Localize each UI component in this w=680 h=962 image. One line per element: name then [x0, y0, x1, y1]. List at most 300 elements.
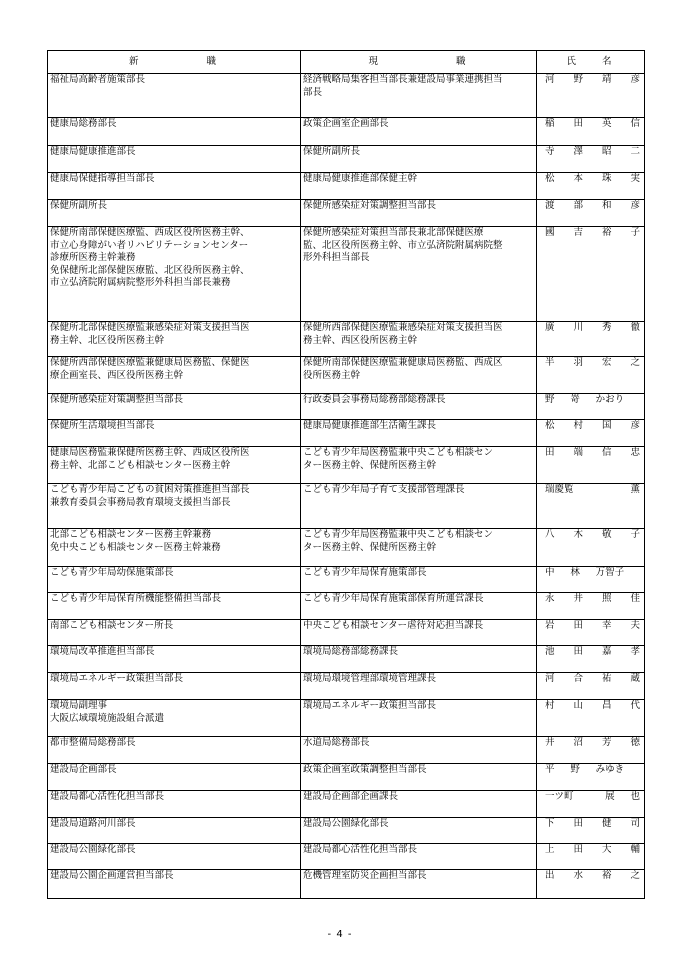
person-name-part: 也 — [630, 791, 640, 802]
header-name — [537, 51, 645, 74]
person-name-cell — [537, 447, 645, 484]
current-position-cell-line: こども青少年局保育施策部保育所運営課長 — [303, 593, 484, 604]
current-position-cell — [301, 357, 537, 394]
person-name-part: 中 — [545, 567, 555, 578]
person-name-cell — [537, 146, 645, 173]
person-name — [545, 818, 640, 831]
person-name-part: 之 — [630, 357, 640, 368]
person-name-cell — [537, 118, 645, 146]
header-current-position — [301, 51, 537, 74]
new-position-cell-line: 建設局公園企画運営担当部長 — [50, 870, 174, 881]
current-position-cell — [301, 322, 537, 357]
new-position-cell-line: こども青少年局保育所機能整備担当部長 — [50, 593, 222, 604]
new-position-cell-line: 保健所北部保健医療監兼感染症対策支援担当医 — [50, 322, 250, 333]
new-position-cell — [48, 593, 301, 620]
person-name — [545, 529, 640, 542]
new-position-cell — [48, 118, 301, 146]
current-position-cell — [301, 118, 537, 146]
person-name — [545, 567, 640, 580]
person-name-part: 嵜 — [570, 394, 580, 405]
new-position-cell-line: 健康局保健指導担当部長 — [50, 173, 155, 184]
person-name-part: 国 — [601, 420, 612, 431]
person-name-part: 澤 — [573, 146, 583, 157]
page-number: - 4 - — [327, 929, 353, 940]
new-position-cell — [48, 700, 301, 737]
table-row — [48, 357, 645, 394]
header-name-char-1: 氏 — [566, 55, 580, 67]
person-name — [545, 844, 640, 857]
new-position-cell — [48, 673, 301, 700]
new-position-cell — [48, 420, 301, 447]
current-position-cell — [301, 593, 537, 620]
person-name-cell — [537, 322, 645, 357]
current-position-cell-line: 政策企画室企画部長 — [303, 118, 389, 129]
person-name-part: 薫 — [630, 484, 640, 495]
header-new-char-1: 新 — [129, 55, 142, 67]
person-name-part: 和 — [601, 200, 612, 211]
person-name-part: 岩 — [545, 620, 555, 631]
current-position-cell-line: 建設局公園緑化部長 — [303, 818, 389, 829]
current-position-cell-line: 環境局エネルギー政策担当部長 — [303, 700, 437, 711]
new-position-cell-line: 健康局総務部長 — [50, 118, 117, 129]
person-name-cell — [537, 74, 645, 118]
person-name — [545, 322, 640, 335]
new-position-cell-line: 療企画室長、西区役所医務主幹 — [50, 369, 184, 381]
new-position-cell — [48, 737, 301, 764]
person-name-part: 子 — [630, 529, 640, 540]
person-name-part: 八 — [545, 529, 555, 540]
current-position-cell-line: 保健所南部保健医療監兼健康局医務監、西成区 — [303, 357, 503, 368]
table-row — [48, 764, 645, 791]
new-position-cell-line: 健康局医務監兼保健所医務主幹、西成区役所医 — [50, 447, 250, 458]
current-position-cell — [301, 844, 537, 870]
person-name-part: 下 — [545, 818, 555, 829]
new-position-cell-line: 環境局改革推進担当部長 — [50, 646, 155, 657]
current-position-cell-line: ター医務主幹、保健所医務主幹 — [303, 541, 437, 553]
new-position-cell-line: 健康局健康推進部長 — [50, 146, 136, 157]
new-position-cell-line: 建設局公園緑化部長 — [50, 844, 136, 855]
person-name-part: 羽 — [573, 357, 583, 368]
person-name-part: 裕 — [601, 870, 612, 881]
table-row — [48, 567, 645, 593]
new-position-cell — [48, 484, 301, 529]
table-row — [48, 322, 645, 357]
new-position-cell — [48, 447, 301, 484]
current-position-cell-line: 政策企画室政策調整担当部長 — [303, 764, 427, 775]
person-name-cell — [537, 620, 645, 646]
person-name — [545, 227, 640, 240]
person-name-part: 稲 — [545, 118, 555, 129]
person-name-cell — [537, 818, 645, 844]
current-position-cell-line: 健康局健康推進部生活衛生課長 — [303, 420, 437, 431]
current-position-cell-line: ター医務主幹、保健所医務主幹 — [303, 459, 437, 471]
new-position-cell-line: 保健所生活環境担当部長 — [50, 420, 155, 431]
new-position-cell-line: 大阪広域環境施設組合派遣 — [50, 712, 165, 724]
person-name — [545, 357, 640, 370]
table-row — [48, 593, 645, 620]
table-row — [48, 200, 645, 227]
person-name-part: 村 — [545, 700, 555, 711]
person-name-cell — [537, 200, 645, 227]
current-position-cell-line: 保健所西部保健医療監兼感染症対策支援担当医 — [303, 322, 503, 333]
person-name-part: 田 — [573, 646, 583, 657]
person-name-part: 林 — [570, 567, 580, 578]
person-name-part: 之 — [630, 870, 640, 881]
person-name-part: 部 — [573, 200, 583, 211]
current-position-cell-line: 行政委員会事務局総務部総務課長 — [303, 394, 446, 405]
current-position-cell-line: 形外科担当部長 — [303, 252, 370, 263]
person-name-part: 靖 — [601, 74, 612, 85]
person-name-part: 徹 — [630, 322, 640, 333]
person-name-part: 大 — [601, 844, 612, 855]
current-position-cell — [301, 74, 537, 118]
new-position-cell-line: 診療所医務主幹兼務 — [50, 252, 136, 263]
person-name-part: 合 — [573, 673, 583, 684]
new-position-cell — [48, 818, 301, 844]
person-name — [545, 764, 640, 777]
table-row — [48, 620, 645, 646]
person-name — [545, 791, 640, 804]
table-row — [48, 737, 645, 764]
person-name-cell — [537, 227, 645, 322]
header-current-char-1: 現 — [368, 55, 382, 67]
person-name-part: 彦 — [630, 420, 640, 431]
current-position-cell — [301, 146, 537, 173]
table-row — [48, 791, 645, 818]
new-position-cell — [48, 357, 301, 394]
person-name-part: 野 — [545, 394, 555, 405]
person-name — [545, 646, 640, 659]
person-name-part: 吉 — [573, 227, 583, 238]
new-position-cell-line: 市立心身障がい者リハビリテーションセンター — [50, 239, 249, 251]
table-row — [48, 227, 645, 322]
person-name-part: 裕 — [601, 227, 612, 238]
person-name-part: 展 — [605, 791, 615, 802]
person-name-part: 山 — [573, 700, 583, 711]
person-name-part: 佳 — [630, 593, 640, 604]
person-name — [545, 447, 640, 460]
person-name-part: 孝 — [630, 646, 640, 657]
person-name — [545, 700, 640, 713]
current-position-cell-line: 務主幹、西区役所医務主幹 — [303, 334, 418, 346]
person-name-part: 池 — [545, 646, 555, 657]
new-position-cell — [48, 844, 301, 870]
person-name-part: 野 — [573, 74, 583, 85]
current-position-cell — [301, 764, 537, 791]
current-position-cell-line: 経済戦略局集客担当部長兼建設局事業連携担当 — [303, 74, 503, 85]
table-row — [48, 529, 645, 567]
new-position-cell — [48, 173, 301, 200]
new-position-cell-line: 保健所西部保健医療監兼健康局医務監、保健医 — [50, 357, 250, 368]
current-position-cell — [301, 420, 537, 447]
person-name-part: 瑞慶覧 — [545, 484, 574, 495]
person-name — [545, 484, 640, 497]
new-position-cell — [48, 146, 301, 173]
current-position-cell-line: こども青少年局医務監兼中央こども相談セン — [303, 447, 494, 458]
person-name-part: 代 — [630, 700, 640, 711]
person-name-part: 野 — [570, 764, 580, 775]
table-row — [48, 646, 645, 673]
person-name-part: 河 — [545, 673, 555, 684]
person-name-cell — [537, 764, 645, 791]
person-name-part: 照 — [601, 593, 612, 604]
person-name-part: 川 — [573, 322, 583, 333]
person-name-part: 徳 — [630, 737, 640, 748]
person-name-part: 國 — [545, 227, 555, 238]
current-position-cell-line: 建設局企画部企画課長 — [303, 791, 399, 802]
person-name-cell — [537, 420, 645, 447]
person-name-part: 夫 — [630, 620, 640, 631]
person-name-part: 渡 — [545, 200, 555, 211]
person-name-part: 本 — [573, 173, 583, 184]
personnel-table — [47, 50, 645, 899]
person-name — [545, 118, 640, 131]
person-name-part: 芳 — [601, 737, 612, 748]
person-name-cell — [537, 737, 645, 764]
new-position-cell — [48, 567, 301, 593]
new-position-cell-line: 保健所南部保健医療監、西成区役所医務主幹、 — [50, 227, 250, 238]
table-row — [48, 447, 645, 484]
table-row — [48, 118, 645, 146]
new-position-cell-line: 保健所感染症対策調整担当部長 — [50, 394, 184, 405]
table-row — [48, 74, 645, 118]
person-name-part: 寺 — [545, 146, 555, 157]
person-name-part: 二 — [630, 146, 640, 157]
current-position-cell — [301, 484, 537, 529]
person-name-part: 水 — [573, 870, 583, 881]
person-name-part: 田 — [573, 844, 583, 855]
person-name-part: 松 — [545, 173, 555, 184]
new-position-cell — [48, 870, 301, 899]
new-position-cell — [48, 227, 301, 322]
new-position-cell-line: 建設局都心活性化担当部長 — [50, 791, 165, 802]
person-name-cell — [537, 646, 645, 673]
new-position-cell — [48, 646, 301, 673]
new-position-cell-line: 福祉局高齢者施策部長 — [50, 74, 146, 85]
current-position-cell — [301, 227, 537, 322]
table-row — [48, 870, 645, 899]
person-name — [545, 870, 640, 883]
person-name-part: 敬 — [601, 529, 612, 540]
current-position-cell-line: こども青少年局保育施策部長 — [303, 567, 427, 578]
person-name-part: 上 — [545, 844, 555, 855]
person-name-part: 田 — [573, 620, 583, 631]
current-position-cell-line: 環境局総務部総務課長 — [303, 646, 399, 657]
current-position-cell — [301, 818, 537, 844]
new-position-cell-line: 免中央こども相談センター医務主幹兼務 — [50, 541, 221, 553]
current-position-cell-line: 保健所感染症対策調整担当部長 — [303, 200, 437, 211]
new-position-cell — [48, 200, 301, 227]
current-position-cell-line: こども青少年局医務監兼中央こども相談セン — [303, 529, 494, 540]
new-position-cell-line: 務主幹、北区役所医務主幹 — [50, 334, 165, 346]
person-name-part: かおり — [595, 394, 625, 405]
person-name-cell — [537, 791, 645, 818]
person-name-part: 嘉 — [601, 646, 612, 657]
new-position-cell — [48, 529, 301, 567]
new-position-cell-line: こども青少年局幼保施策部長 — [50, 567, 174, 578]
current-position-cell — [301, 200, 537, 227]
person-name-part: 平 — [545, 764, 555, 775]
new-position-cell — [48, 322, 301, 357]
current-position-cell-line: 保健所副所長 — [303, 146, 361, 157]
header-new-char-2: 職 — [206, 55, 219, 67]
current-position-cell-line: こども青少年局子育て支援部管理課長 — [303, 484, 465, 495]
person-name-part: 昭 — [601, 146, 612, 157]
current-position-cell — [301, 791, 537, 818]
person-name-part: 万智子 — [595, 567, 625, 578]
current-position-cell — [301, 870, 537, 899]
person-name-part: みゆき — [595, 764, 625, 775]
table-row — [48, 420, 645, 447]
current-position-cell-line: 危機管理室防災企画担当部長 — [303, 870, 427, 881]
table-row — [48, 146, 645, 173]
new-position-cell-line: 北部こども相談センター医務主幹兼務 — [50, 529, 212, 540]
person-name-cell — [537, 529, 645, 567]
person-name-part: 沼 — [573, 737, 583, 748]
person-name-cell — [537, 567, 645, 593]
table-body — [48, 74, 645, 899]
person-name-part: 昌 — [601, 700, 612, 711]
current-position-cell-line: 監、北区役所医務主幹、市立弘済院附属病院整 — [303, 239, 503, 251]
person-name-part: 永 — [545, 593, 555, 604]
person-name-part: 井 — [573, 593, 583, 604]
person-name-part: 松 — [545, 420, 555, 431]
current-position-cell-line: 部長 — [303, 86, 323, 98]
person-name-cell — [537, 844, 645, 870]
person-name-part: 子 — [630, 227, 640, 238]
person-name-part: 祐 — [601, 673, 612, 684]
person-name-cell — [537, 870, 645, 899]
header-current-char-2: 職 — [455, 55, 469, 67]
person-name-cell — [537, 700, 645, 737]
person-name-part: 廣 — [545, 322, 555, 333]
person-name-cell — [537, 173, 645, 200]
person-name-part: 半 — [545, 357, 555, 368]
new-position-cell — [48, 764, 301, 791]
person-name-part: 秀 — [601, 322, 612, 333]
table-row — [48, 394, 645, 420]
header-name-char-2: 名 — [601, 55, 615, 67]
person-name-cell — [537, 394, 645, 420]
new-position-cell-line: 保健所副所長 — [50, 200, 108, 211]
new-position-cell-line: 環境局エネルギー政策担当部長 — [50, 673, 184, 684]
new-position-cell-line: 市立弘済院附属病院整形外科担当部長兼務 — [50, 277, 231, 288]
person-name-part: 宏 — [601, 357, 612, 368]
table-row — [48, 673, 645, 700]
person-name-part: 蔵 — [630, 673, 640, 684]
person-name — [545, 420, 640, 433]
person-name-part: 健 — [601, 818, 612, 829]
person-name-part: 彦 — [630, 200, 640, 211]
person-name-part: 井 — [545, 737, 555, 748]
person-name-part: 英 — [601, 118, 612, 129]
new-position-cell — [48, 394, 301, 420]
person-name — [545, 593, 640, 606]
person-name-part: 端 — [573, 447, 583, 458]
new-position-cell-line: 兼教育委員会事務局教育環境支援担当部長 — [50, 496, 231, 508]
person-name-part: 信 — [601, 447, 612, 458]
person-name-part: 信 — [630, 118, 640, 129]
new-position-cell — [48, 620, 301, 646]
person-name-cell — [537, 484, 645, 529]
table-row — [48, 818, 645, 844]
current-position-cell — [301, 447, 537, 484]
current-position-cell-line: 役所医務主幹 — [303, 369, 361, 381]
person-name — [545, 74, 640, 87]
table-row — [48, 700, 645, 737]
personnel-table-container — [47, 50, 644, 899]
person-name-part: 珠 — [601, 173, 612, 184]
current-position-cell-line: 環境局環境管理部環境管理課長 — [303, 673, 437, 684]
person-name — [545, 173, 640, 186]
current-position-cell — [301, 567, 537, 593]
person-name-part: 田 — [545, 447, 555, 458]
table-header-row — [48, 51, 645, 74]
person-name-part: 河 — [545, 74, 555, 85]
person-name-part: 田 — [573, 118, 583, 129]
table-row — [48, 173, 645, 200]
current-position-cell — [301, 737, 537, 764]
person-name-cell — [537, 673, 645, 700]
table-row — [48, 844, 645, 870]
person-name-part: 田 — [573, 818, 583, 829]
new-position-cell-line: 南部こども相談センター所長 — [50, 620, 174, 631]
current-position-cell-line: 建設局都心活性化担当部長 — [303, 844, 418, 855]
header-new-position — [48, 51, 301, 74]
current-position-cell — [301, 529, 537, 567]
table-row — [48, 484, 645, 529]
current-position-cell-line: 水道局総務部長 — [303, 737, 370, 748]
new-position-cell-line: 建設局企画部長 — [50, 764, 117, 775]
new-position-cell-line: 務主幹、北部こども相談センター医務主幹 — [50, 459, 231, 471]
current-position-cell — [301, 620, 537, 646]
person-name-part: 幸 — [601, 620, 612, 631]
person-name — [545, 146, 640, 159]
person-name-part: 司 — [630, 818, 640, 829]
person-name — [545, 737, 640, 750]
person-name-part: 実 — [630, 173, 640, 184]
person-name-part: 木 — [573, 529, 583, 540]
person-name-part: 輔 — [630, 844, 640, 855]
new-position-cell-line: 建設局道路河川部長 — [50, 818, 136, 829]
person-name — [545, 620, 640, 633]
current-position-cell — [301, 646, 537, 673]
person-name-part: 出 — [545, 870, 555, 881]
person-name-part: 一ツ町 — [545, 791, 574, 802]
new-position-cell-line: こども青少年局こどもの貧困対策推進担当部長 — [50, 484, 250, 495]
person-name-cell — [537, 357, 645, 394]
person-name — [545, 673, 640, 686]
new-position-cell-line: 環境局副理事 — [50, 700, 108, 711]
new-position-cell — [48, 791, 301, 818]
person-name-cell — [537, 593, 645, 620]
person-name — [545, 200, 640, 213]
current-position-cell-line: 保健所感染症対策担当部長兼北部保健医療 — [303, 227, 484, 238]
person-name-part: 村 — [573, 420, 583, 431]
current-position-cell — [301, 394, 537, 420]
new-position-cell — [48, 74, 301, 118]
current-position-cell — [301, 673, 537, 700]
person-name — [545, 394, 640, 407]
current-position-cell — [301, 700, 537, 737]
person-name-part: 彦 — [630, 74, 640, 85]
person-name-part: 忠 — [630, 447, 640, 458]
new-position-cell-line: 都市整備局総務部長 — [50, 737, 136, 748]
new-position-cell-line: 免保健所北部保健医療監、北区役所医務主幹、 — [50, 264, 250, 276]
current-position-cell — [301, 173, 537, 200]
current-position-cell-line: 健康局健康推進部保健主幹 — [303, 173, 418, 184]
current-position-cell-line: 中央こども相談センター虐待対応担当課長 — [303, 620, 484, 631]
